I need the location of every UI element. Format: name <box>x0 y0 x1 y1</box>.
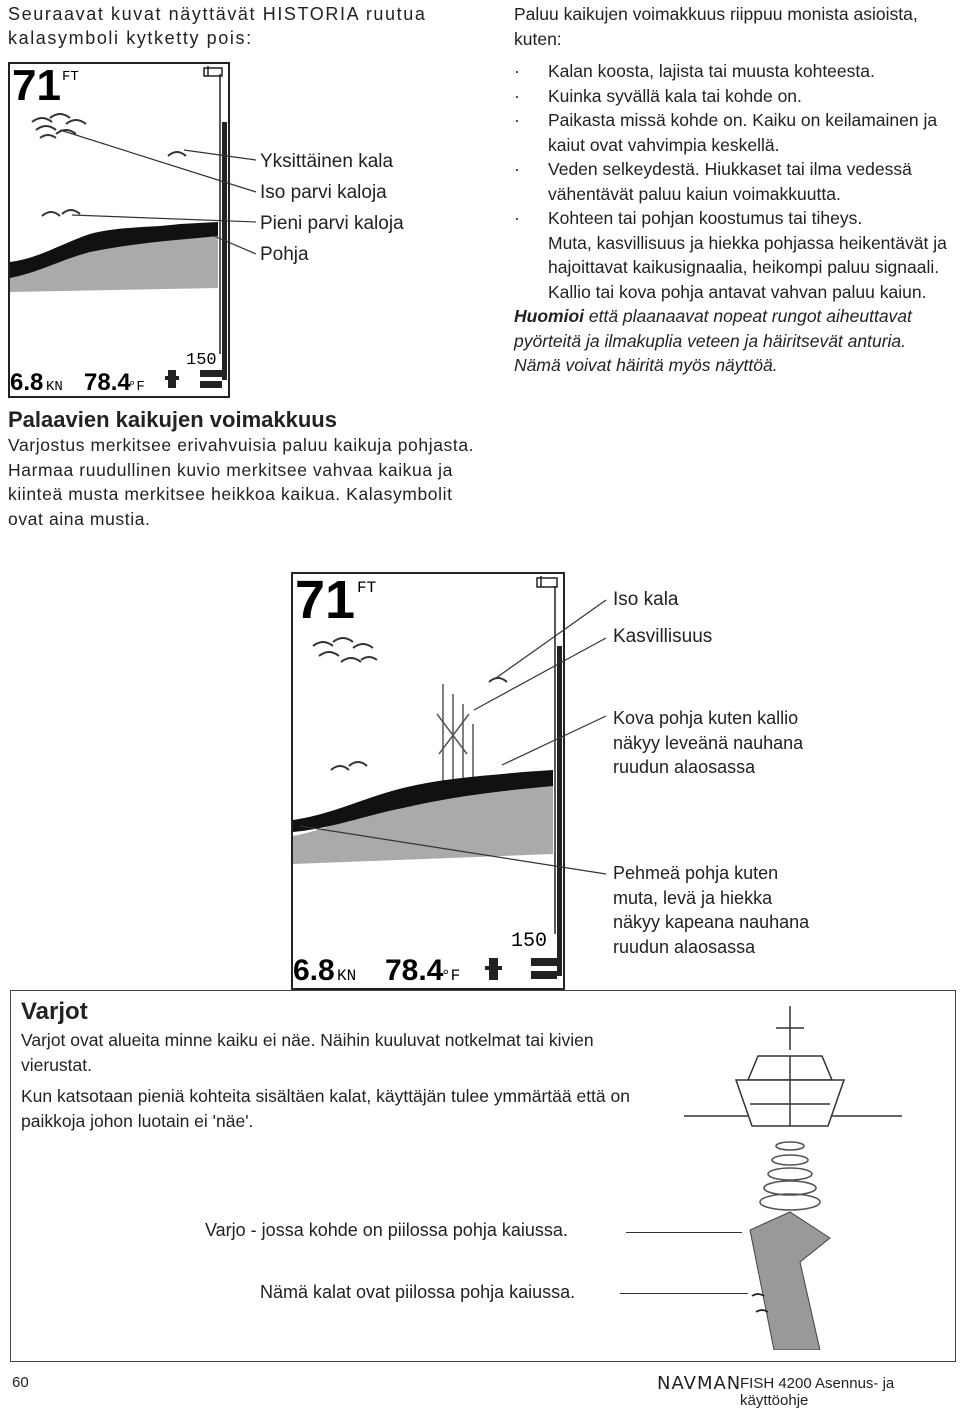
shadow-label-2: Nämä kalat ovat piilossa pohja kaiussa. <box>260 1282 576 1302</box>
temp-unit-2: °F <box>441 967 461 985</box>
range-readout-2: 150 <box>511 930 548 953</box>
seabed-rock <box>750 1212 830 1350</box>
section1-body: Varjostus merkitsee erivahvuisia paluu kaikuja pohjasta. Harmaa ruudullinen kuvio merkitsee vahvaa kaikua ja kiinteä musta merkitsee heikkoa kaikua. Kalasymbolit ovat aina mustia. <box>8 435 475 529</box>
factor-continuation: Muta, kasvillisuus ja hiekka pohjassa heikentävät ja hajoittavat kaikusignaalia, heikompi paluu signaali. Kallio tai kova pohja antavat vahvan paluu kaiun. <box>548 232 947 302</box>
factor-item: · Kuinka syvällä kala tai kohde on. <box>514 84 954 109</box>
hard-bottom-line: näkyy leveänä nauhana <box>613 732 804 753</box>
depth-unit: FT <box>62 69 79 85</box>
depth-unit-2: FT <box>357 579 377 597</box>
factor-item: · Paikasta missä kohde on. Kaiku on keilamainen ja kaiut ovat vahvimpia keskellä. <box>514 108 954 157</box>
footer-title: FISH 4200 Asennus- ja käyttöohje <box>740 1375 895 1409</box>
temp-readout-2: 78.4 <box>385 954 444 987</box>
label-single-fish: Yksittäinen kala <box>260 151 394 172</box>
right-lead: Paluu kaikujen voimakkuus riippuu monista asioista, kuten: <box>514 4 918 49</box>
speed-readout-2: 6.8 <box>293 954 335 987</box>
boat-icon <box>736 1006 844 1126</box>
label-bottom: Pohja <box>260 244 309 265</box>
label-big-fish: Iso kala <box>613 589 679 610</box>
shadow-label-1: Varjo - jossa kohde on piilossa pohja kaiussa. <box>205 1220 568 1240</box>
hard-bottom-line: ruudun alaosassa <box>613 757 756 777</box>
section1-heading: Palaavien kaikujen voimakkuus <box>8 407 337 432</box>
section2-p2: Kun katsotaan pieniä kohteita sisältäen kalat, käyttäjän tulee ymmärtää että on paikkoja johon luotain ei 'näe'. <box>21 1086 630 1131</box>
label-hard-bottom <box>613 706 803 780</box>
temp-unit: °F <box>128 379 145 395</box>
range-readout: 150 <box>186 351 217 370</box>
shadow-leader-2 <box>620 1293 748 1294</box>
hull-note <box>514 304 954 378</box>
section2-heading: Varjot <box>21 998 88 1025</box>
depth-readout: 71 <box>12 64 61 110</box>
boat-sonar-illustration <box>640 1000 940 1350</box>
intro-text: Seuraavat kuvat näyttävät HISTORIA ruutua kalasymboli kytketty pois: <box>8 4 427 48</box>
soft-bottom-line: muta, levä ja hiekka <box>613 887 773 908</box>
label-soft-bottom <box>613 861 809 959</box>
screen1-labels <box>260 146 404 270</box>
speed-unit-2: KN <box>337 967 357 985</box>
label-small-school: Pieni parvi kaloja <box>260 213 404 234</box>
factor-item: · Veden selkeydestä. Hiukkaset tai ilma vedessä vähentävät paluu kaiun voimakkuutta. <box>514 157 954 206</box>
hard-bottom-line: Kova pohja kuten kallio <box>613 708 799 728</box>
note-rest: että plaanaavat nopeat rungot aiheuttavat pyörteitä ja ilmakuplia veteen ja häiritsevät anturia. Nämä voivat häiritä myös näyttöä. <box>514 306 912 375</box>
depth-readout-2: 71 <box>295 574 356 630</box>
temp-readout: 78.4 <box>84 369 131 396</box>
screen2-leader-lines <box>0 560 960 980</box>
soft-bottom-line: Pehmeä pohja kuten <box>613 863 779 883</box>
speed-unit: KN <box>46 379 63 395</box>
sonar-pulse-icon <box>760 1142 820 1210</box>
label-vegetation: Kasvillisuus <box>613 626 713 647</box>
factor-list <box>514 59 954 231</box>
page-number: 60 <box>12 1374 29 1391</box>
soft-bottom-line: ruudun alaosassa <box>613 936 756 957</box>
brand-logo: NAVMAN <box>657 1373 742 1394</box>
shadow-leader-1 <box>626 1232 742 1233</box>
speed-readout: 6.8 <box>10 369 44 396</box>
factor-item: · Kalan koosta, lajista tai muusta kohteesta. <box>514 59 954 84</box>
section2-p1: Varjot ovat alueita minne kaiku ei näe. Näihin kuuluvat notkelmat tai kivien vierustat. <box>21 1030 594 1075</box>
factor-item: · Kohteen tai pohjan koostumus tai tiheys. <box>514 206 954 231</box>
right-column <box>514 2 954 378</box>
note-bold: Huomioi <box>514 306 584 326</box>
soft-bottom-line: näkyy kapeana nauhana <box>613 912 810 932</box>
label-large-school: Iso parvi kaloja <box>260 182 387 203</box>
